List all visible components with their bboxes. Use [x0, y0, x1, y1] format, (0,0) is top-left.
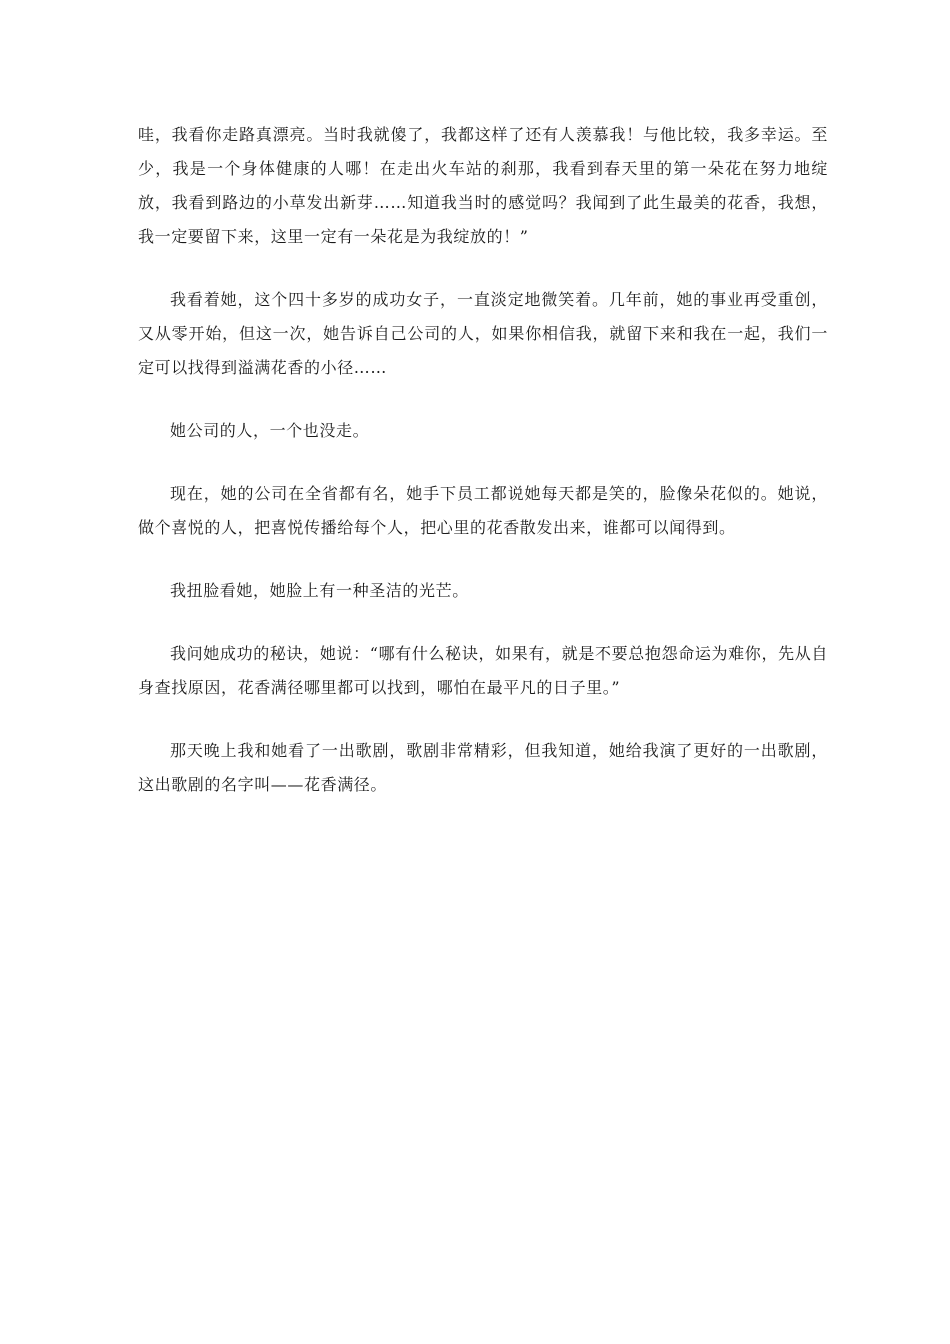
paragraph-3: 她公司的人，一个也没走。: [170, 421, 370, 440]
document-page: [138, 118, 828, 831]
paragraph-6: 我问她成功的秘诀，她说：“哪有什么秘诀，如果有，就是不要总抱怨命运为难你，先从自身查找原因，花香满径哪里都可以找到，哪怕在最平凡的日子里。”: [138, 644, 828, 697]
paragraph-5: 我扭脸看她，她脸上有一种圣洁的光芒。: [170, 581, 469, 600]
paragraph-7: 那天晚上我和她看了一出歌剧，歌剧非常精彩，但我知道，她给我演了更好的一出歌剧，这出歌剧的名字叫——花香满径。: [138, 741, 828, 794]
paragraph-2: 我看着她，这个四十多岁的成功女子，一直淡定地微笑着。几年前，她的事业再受重创，又从零开始，但这一次，她告诉自己公司的人，如果你相信我，就留下来和我在一起，我们一定可以找得到溢满花香的小径……: [138, 290, 828, 377]
paragraph-1: 哇，我看你走路真漂亮。当时我就傻了，我都这样了还有人羡慕我！与他比较，我多幸运。至少，我是一个身体健康的人哪！在走出火车站的刹那，我看到春天里的第一朵花在努力地绽放，我看到路边的小草发出新芽……知道我当时的感觉吗？我闻到了此生最美的花香，我想，我一定要留下来，这里一定有一朵花是为我绽放的！”: [138, 125, 828, 246]
paragraph-4: 现在，她的公司在全省都有名，她手下员工都说她每天都是笑的，脸像朵花似的。她说，做个喜悦的人，把喜悦传播给每个人，把心里的花香散发出来，谁都可以闻得到。: [138, 484, 828, 537]
